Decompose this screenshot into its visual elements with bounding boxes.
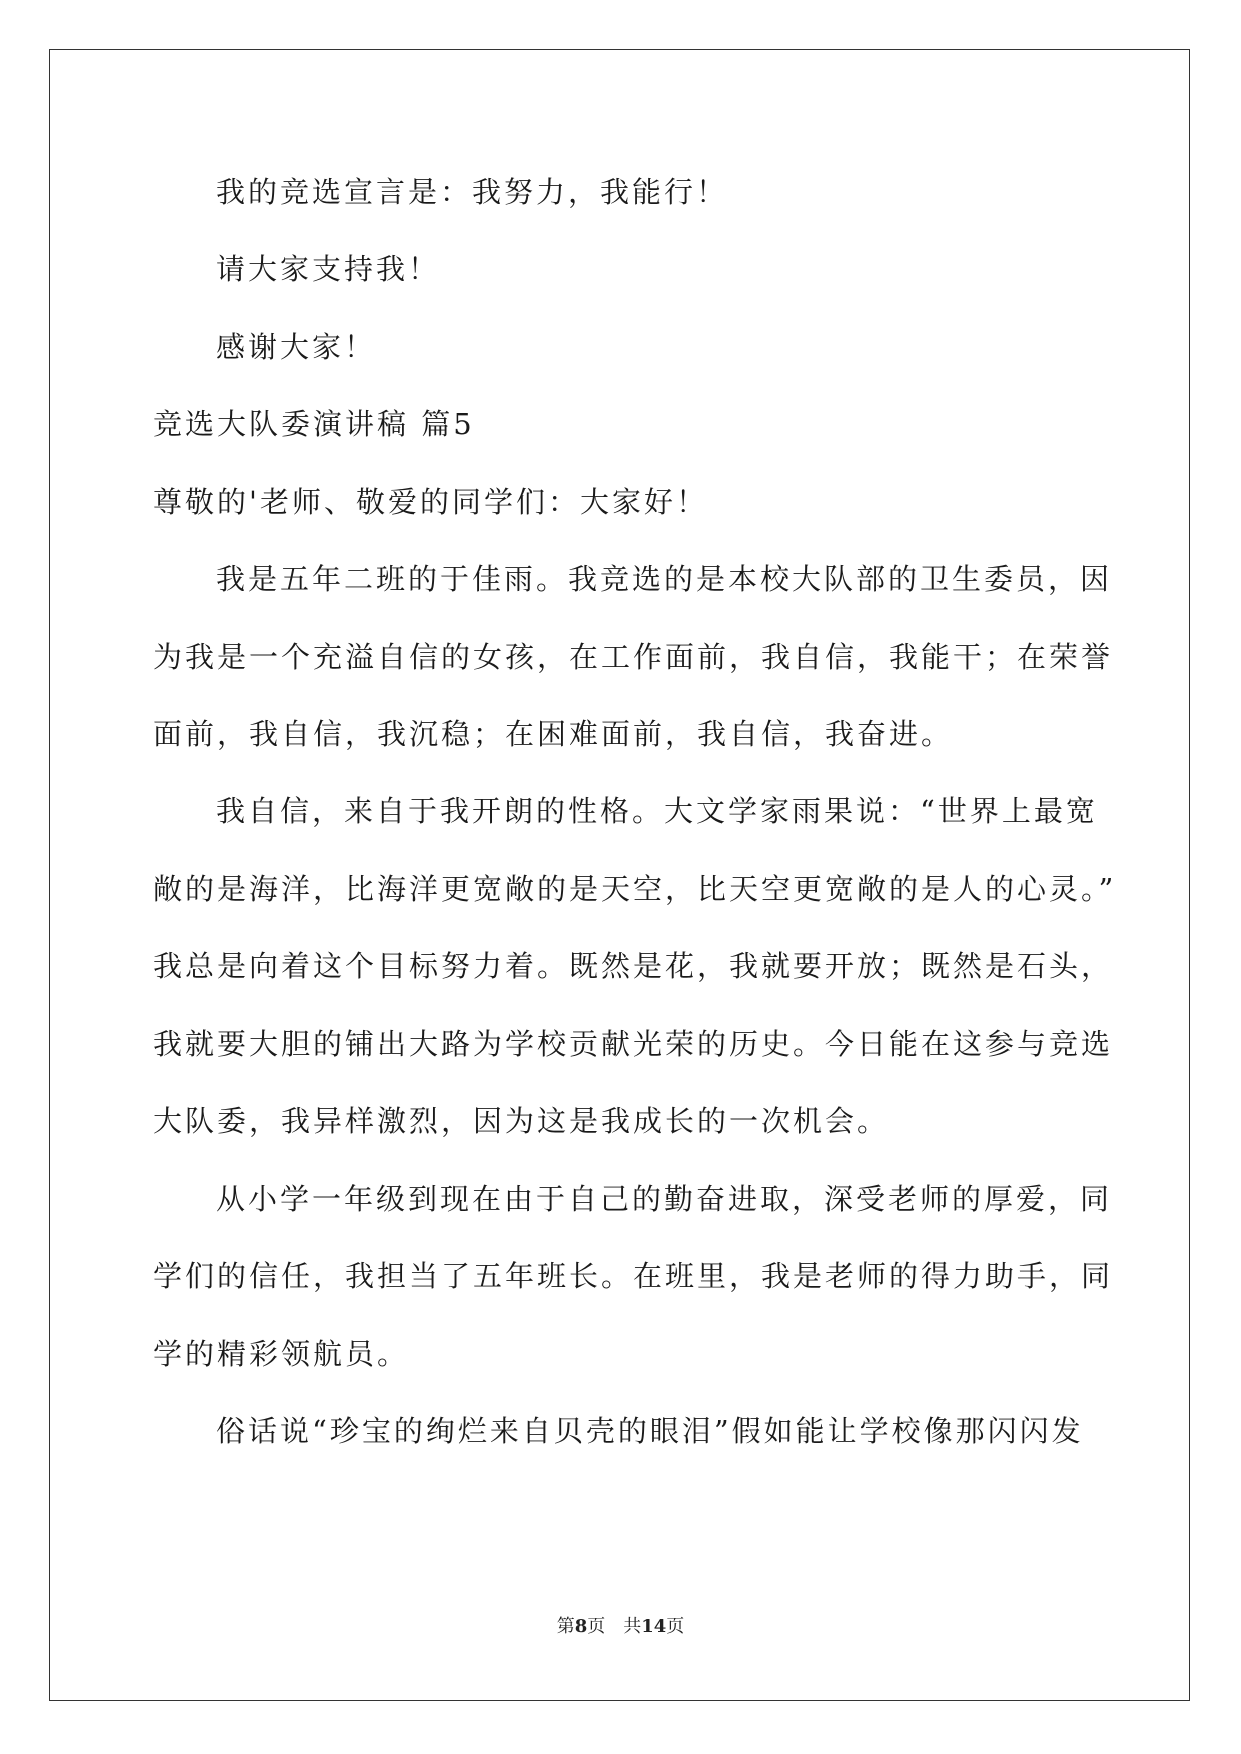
text-line: 我是五年二班的于佳雨。我竞选的是本校大队部的卫生委员，因 (216, 562, 1113, 596)
salutation: 尊敬的'老师、敬爱的同学们：大家好！ (153, 485, 708, 519)
text-line: 俗话说“珍宝的绚烂来自贝壳的眼泪”假如能让学校像那闪闪发 (216, 1414, 1084, 1448)
section-heading: 竞选大队委演讲稿 篇5 (153, 407, 475, 441)
text-line: 敞的是海洋，比海洋更宽敞的是天空，比天空更宽敞的是人的心灵。” (153, 872, 1117, 906)
text-line: 从小学一年级到现在由于自己的勤奋进取，深受老师的厚爱，同 (216, 1182, 1113, 1216)
footer-suffix: 页 (666, 1616, 685, 1637)
text-line: 我的竞选宣言是：我努力，我能行！ (216, 175, 729, 209)
text-line: 我就要大胆的铺出大路为学校贡献光荣的历史。今日能在这参与竞选 (153, 1027, 1114, 1061)
current-page-number: 8 (574, 1616, 588, 1637)
text-line: 学的精彩领航员。 (153, 1337, 410, 1371)
text-line: 我总是向着这个目标努力着。既然是花，我就要开放；既然是石头， (153, 949, 1114, 983)
page-footer (0, 1615, 1241, 1639)
text-line: 为我是一个充溢自信的女孩，在工作面前，我自信，我能干；在荣誉 (153, 640, 1114, 674)
text-line: 感谢大家！ (216, 330, 377, 364)
footer-prefix: 第 (556, 1616, 575, 1637)
text-line: 我自信，来自于我开朗的性格。大文学家雨果说：“世界上最宽 (216, 794, 1098, 828)
text-line: 学们的信任，我担当了五年班长。在班里，我是老师的得力助手，同 (153, 1259, 1114, 1293)
text-line: 请大家支持我！ (216, 252, 441, 286)
footer-mid: 页 共 (587, 1616, 642, 1637)
text-line: 面前，我自信，我沉稳；在困难面前，我自信，我奋进。 (153, 717, 954, 751)
total-pages-number: 14 (641, 1616, 667, 1637)
text-line: 大队委，我异样激烈，因为这是我成长的一次机会。 (153, 1104, 890, 1138)
